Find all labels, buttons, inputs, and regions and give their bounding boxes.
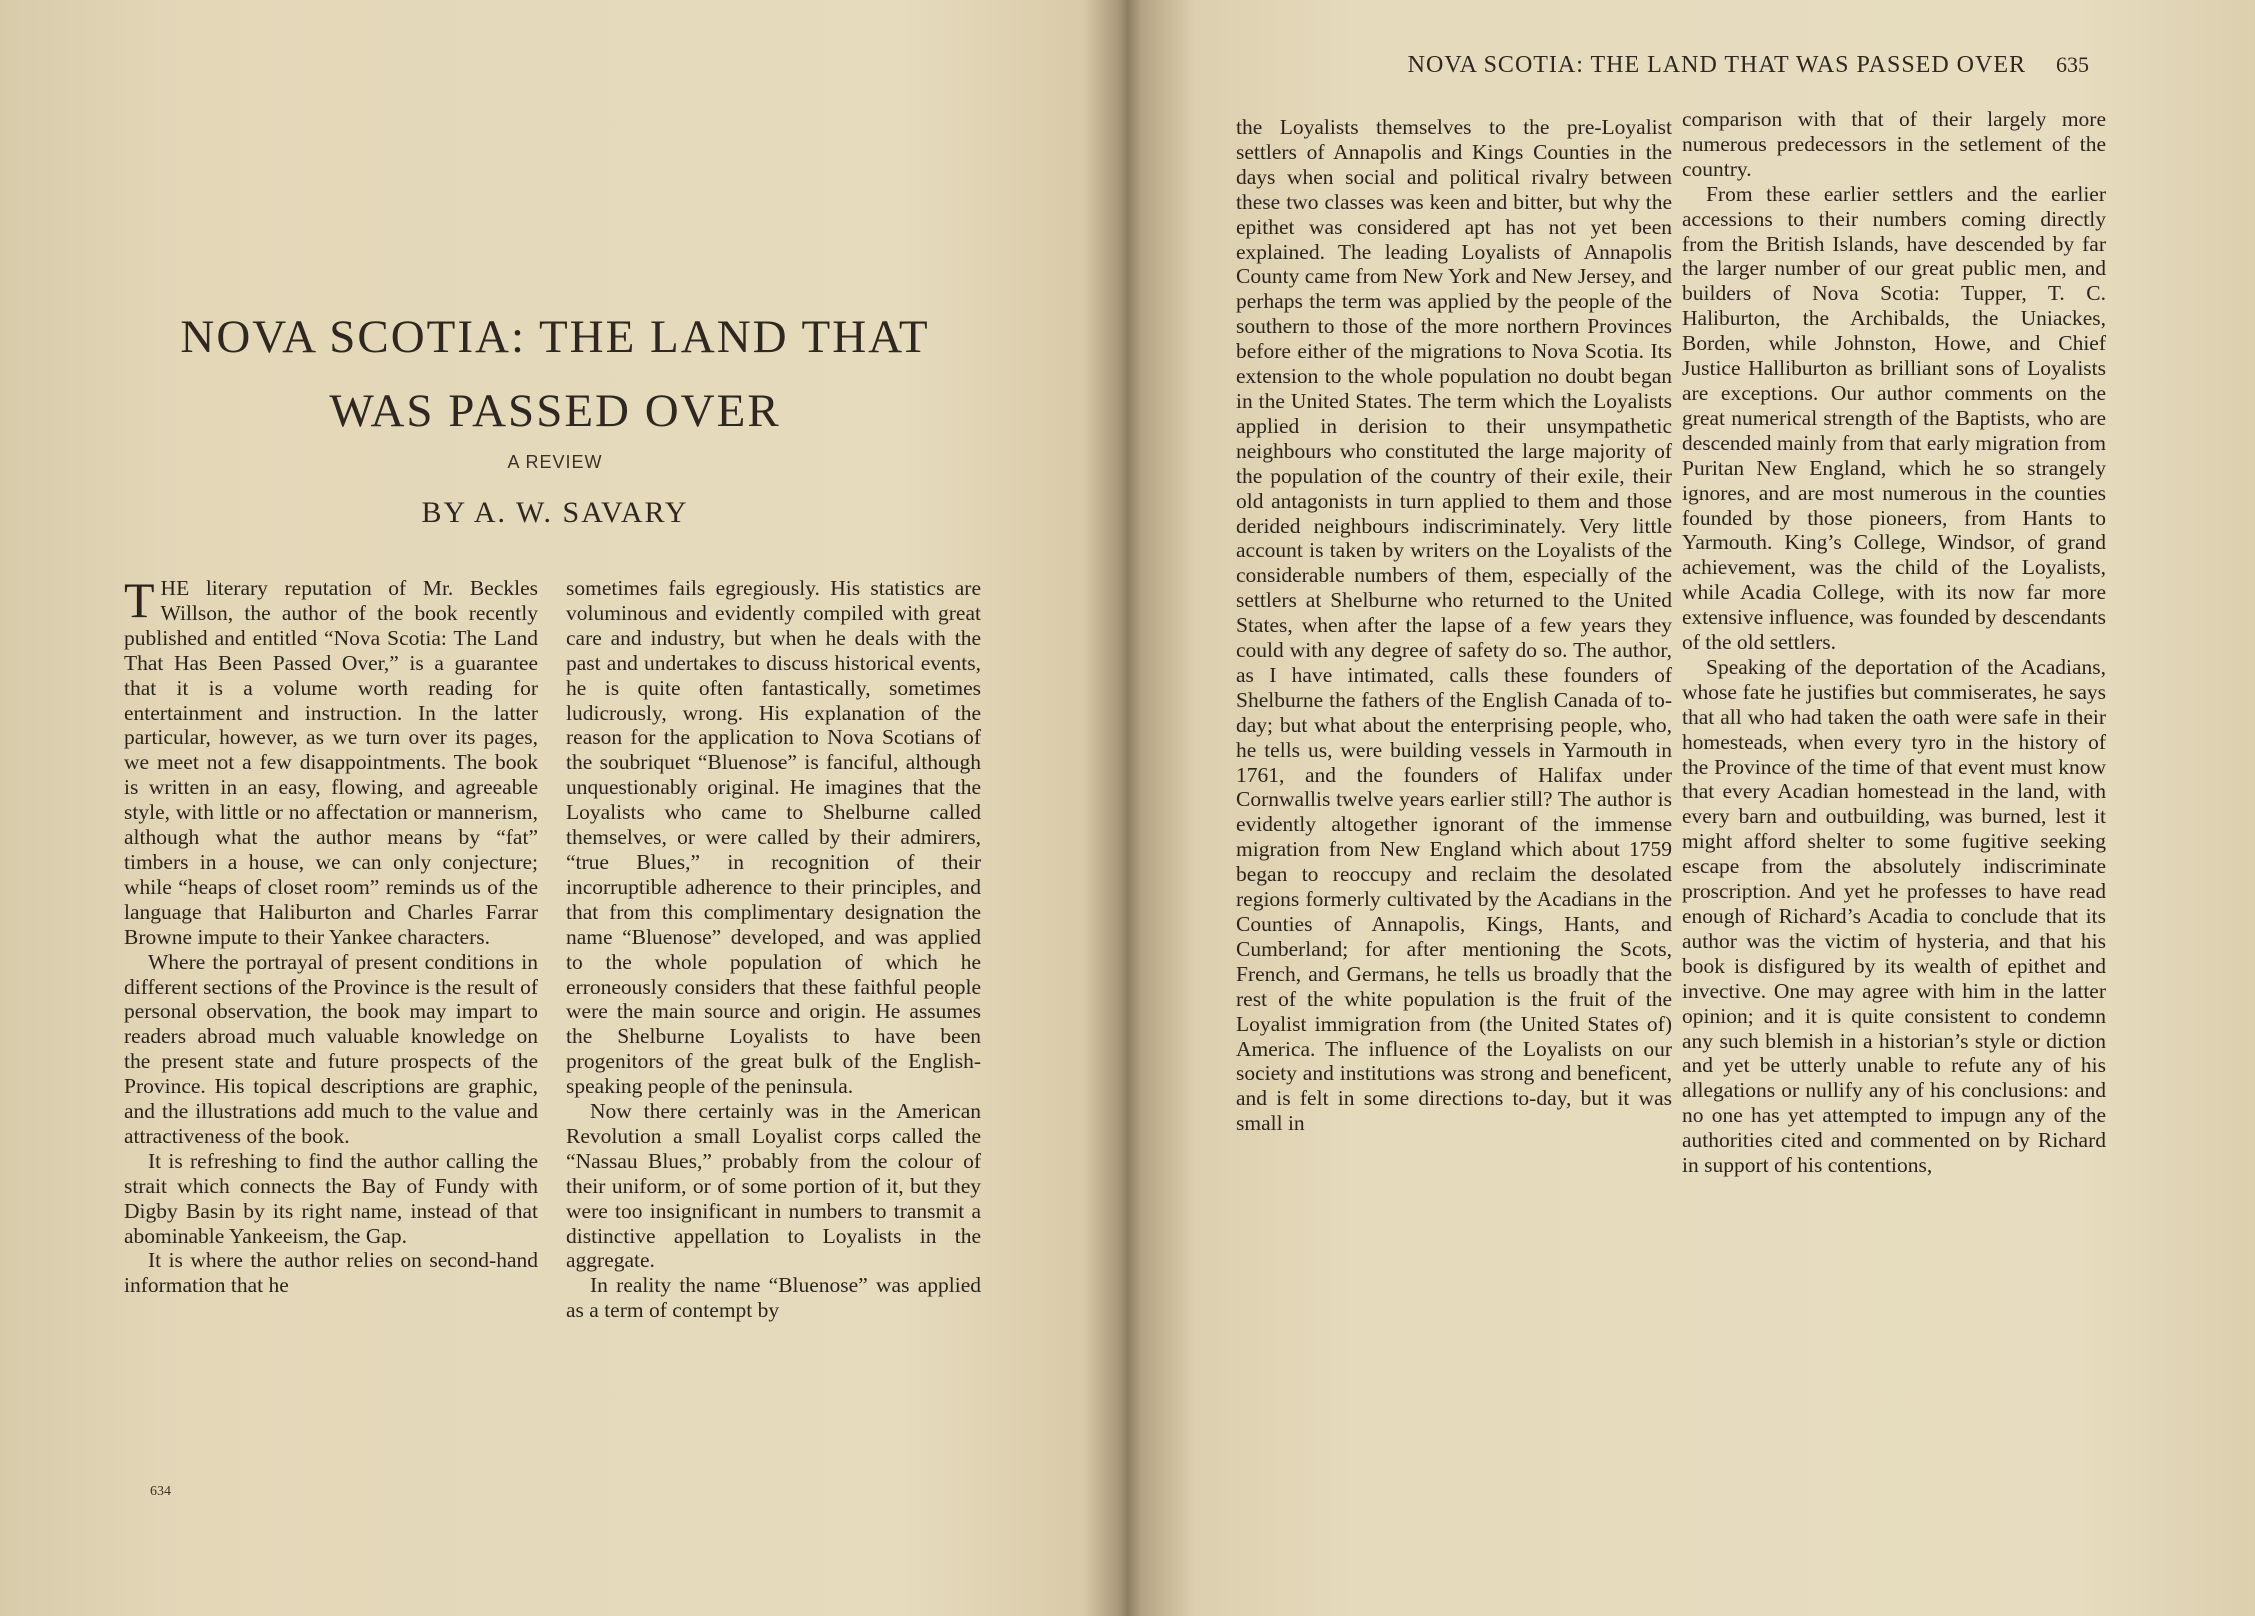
article-subtitle: A REVIEW <box>507 452 603 472</box>
right-column-1 <box>1236 115 1672 1136</box>
paragraph: comparison with that of their largely more numerous predecessors in the setlement of the country. <box>1682 107 2106 181</box>
paragraph: From these earlier settlers and the earlier accessions to their numbers coming directly from the British Islands, have descended by far the larger number of our great public men, and builders of Nova Scotia: Tupper, T. C. Haliburton, the Archibalds, the Uniackes, Borden, while Johnston, Howe, and Chief Justice Halliburton as brilliant sons of Loyalists are exceptions. Our author comments on the great numerical strength of the Baptists, who are descended mainly from that early migration from Puritan New England, which he so strangely ignores, and are most numerous in the counties founded by those pioneers, from Hants to Yarmouth. King’s College, Windsor, of grand achievement, was the child of the Loyalists, while Acadia College, with its now far more extensive influence, was founded by descendants of the old settlers. <box>1682 181 2106 655</box>
paragraph: Where the portrayal of present conditions in different sections of the Province is the result of personal observation, the book may impart to readers abroad much valuable knowledge on the present state and future prospects of the Province. His topical descriptions are graphic, and the illustrations add much to the value and attractiveness of the book. <box>124 949 538 1148</box>
paragraph-text: HE literary reputation of Mr. Beckles Willson, the author of the book recently published and entitled “Nova Scotia: The Land That Has Been Passed Over,” is a guarantee that it is a volume worth reading for entertainment and instruction. In the latter particular, however, as we turn over its pages, we meet not a few disappointments. The book is written in an easy, flowing, and agreeable style, with little or no affectation or mannerism, although what the author means by “fat” timbers in a house, we can only conjecture; while “heaps of closet room” reminds us of the language that Haliburton and Charles Farrar Browne impute to their Yankee characters. <box>124 576 538 949</box>
page-number-left: 634 <box>150 1484 171 1499</box>
running-head: NOVA SCOTIA: THE LAND THAT WAS PASSED OVER <box>1407 52 2026 78</box>
page-number-right: 635 <box>2056 52 2089 77</box>
paragraph: Now there certainly was in the American Revolution a small Loyalist corps called the “Nassau Blues,” probably from the colour of their uniform, or of some portion of it, but they were too insignificant in numbers to transmit a distinctive appellation to Loyalists in the aggregate. <box>566 1099 981 1273</box>
article-byline: BY A. W. SAVARY <box>421 496 689 529</box>
paragraph: the Loyalists themselves to the pre-Loyalist settlers of Annapolis and Kings Counties in the days when social and political rivalry between these two classes was keen and bitter, but why the epithet was considered apt has not yet been explained. The leading Loyalists of Annapolis County came from New York and New Jersey, and perhaps the term was applied by the people of the southern to those of the more northern Provinces before either of the migrations to Nova Scotia. Its extension to the whole population no doubt began in the United States. The term which the Loyalists applied in derision to their unsympathetic neighbours who constituted the large majority of the population of the country of their exile, their old antagonists in turn applied to them and those derided neighbours indiscriminately. Very little account is taken by writers on the Loyalists of the considerable numbers of them, especially of the settlers at Shelburne who returned to the United States, when after the lapse of a few years they could with any degree of safety do so. The author, as I have intimated, calls these founders of Shelburne the fathers of the English Canada of to-day; but what about the enterprising people, who, he tells us, were building vessels in Yarmouth in 1761, and the founders of Halifax under Cornwallis twelve years earlier still? The author is evidently altogether ignorant of the immense migration from New England which about 1759 began to reoccupy and reclaim the desolated regions formerly cultivated by the Acadians in the Counties of Annapolis, Kings, Hants, and Cumberland; for after mentioning the Scots, French, and Germans, he tells us broadly that the rest of the white population is the fruit of the Loyalist immigration from (the United States of) America. The influence of the Loyalists on our society and institutions was strong and beneficent, and is felt in some directions to-day, but it was small in <box>1236 115 1672 1136</box>
drop-cap: T <box>124 572 155 628</box>
paragraph: sometimes fails egregiously. His statistics are voluminous and evidently compiled with great care and industry, but when he deals with the past and undertakes to discuss historical events, he is quite often fantastically, sometimes ludicrously, wrong. His explanation of the reason for the application to Nova Scotians of the soubriquet “Bluenose” is fanciful, although unquestionably original. He imagines that the Loyalists who came to Shelburne called themselves, or were called by their admirers, “true Blues,” in recognition of their incorruptible adherence to their principles, and that from this complimentary designation the name “Bluenose” developed, and was applied to the whole population of which he erroneously considers that these faithful people were the main source and origin. He assumes the Shelburne Loyalists to have been progenitors of the great bulk of the English-speaking people of the peninsula. <box>566 576 981 1099</box>
title-line-1: NOVA SCOTIA: THE LAND THAT <box>180 311 930 363</box>
paragraph: It is where the author relies on second-hand information that he <box>124 1248 538 1298</box>
right-column-2 <box>1682 107 2106 1178</box>
paragraph: In reality the name “Bluenose” was applied as a term of contempt by <box>566 1273 981 1323</box>
title-line-2: WAS PASSED OVER <box>329 385 781 437</box>
paragraph: Speaking of the deportation of the Acadians, whose fate he justifies but commiserates, he says that all who had taken the oath were safe in their homesteads, when every tyro in the history of the Province of the time of that event must know that every Acadian homestead in the land, with every barn and outbuilding, was burned, lest it might afford shelter to some fugitive seeking escape from the absolutely indiscriminate proscription. And yet he professes to have read enough of Richard’s Acadia to conclude that its author was the victim of hysteria, and that his book is disfigured by its wealth of epithet and invective. One may agree with him in the latter opinion; and it is quite consistent to condemn any such blemish in a historian’s style or diction and yet be utterly unable to refute any of his allegations or nullify any of his conclusions: and no one has yet attempted to impugn any of the authorities cited and commented on by Richard in support of his contentions, <box>1682 654 2106 1178</box>
paragraph: It is refreshing to find the author calling the strait which connects the Bay of Fundy with Digby Basin by its right name, instead of that abominable Yankeeism, the Gap. <box>124 1148 538 1248</box>
